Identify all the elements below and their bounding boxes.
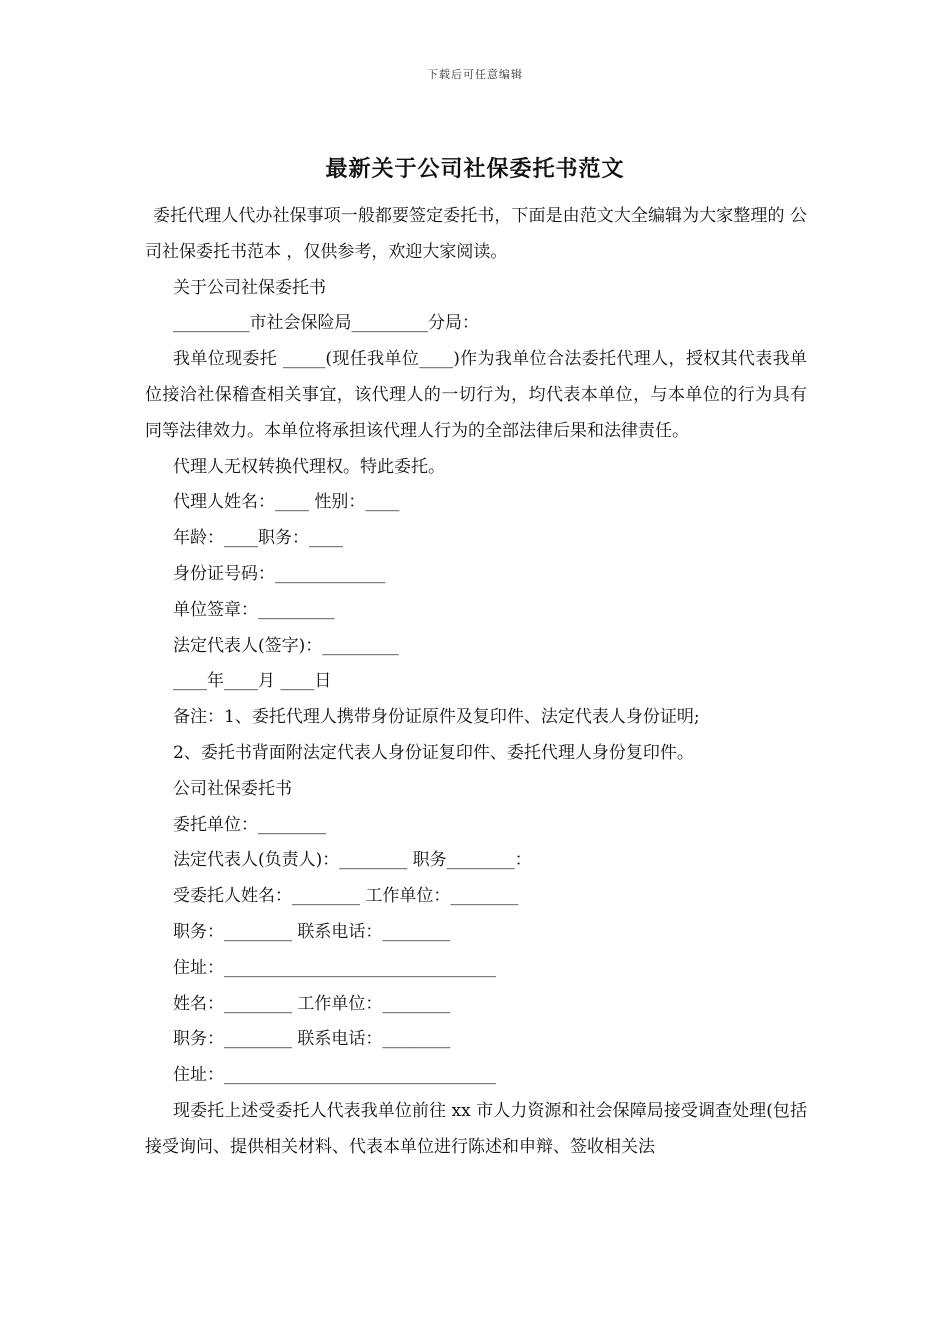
document-title: 最新关于公司社保委托书范文 [325, 156, 625, 182]
remark-line-1: 备注：1、委托代理人携带身份证原件及复印件、法定代表人身份证明; [173, 707, 700, 728]
unit-seal-field: 单位签章：_________ [173, 599, 335, 620]
second-address-field: 住址：________________________________ [173, 1065, 496, 1086]
second-position-phone-field: 职务：________ 联系电话：________ [173, 1029, 451, 1050]
legal-rep-signature-field: 法定代表人(签字)：_________ [173, 635, 399, 656]
authorization-paragraph: 我单位现委托 _____(现任我单位____)作为我单位合法委托代理人，授权其代表我单位接洽社保稽查相关事宜，该代理人的一切行为，均代表本单位，与本单位的行为具有同等法律效力。本单位将承担该代理人行为的全部法律后果和法律责任。 [145, 349, 807, 441]
section-heading-1: 关于公司社保委托书 [173, 277, 326, 298]
no-transfer-statement: 代理人无权转换代理权。特此委托。 [173, 456, 445, 477]
trustee-address-field: 住址：________________________________ [173, 957, 496, 978]
entrustment-paragraph: 现委托上述受委托人代表我单位前往 xx 市人力资源和社会保障局接受调查处理(包括接受询问、提供相关材料、代表本单位进行陈述和申辩、签收相关法 [145, 1100, 807, 1157]
entrusting-unit-field: 委托单位：________ [173, 814, 326, 835]
remark-line-2: 2、委托书背面附法定代表人身份证复印件、委托代理人身份复印件。 [173, 742, 694, 763]
section-heading-2: 公司社保委托书 [173, 778, 292, 799]
legal-rep-position-field: 法定代表人(负责人)：________ 职务________： [173, 850, 532, 871]
trustee-name-workplace-field: 受委托人姓名：________ 工作单位：________ [173, 886, 519, 907]
intro-paragraph: 委托代理人代办社保事项一般都要签定委托书，下面是由范文大全编辑为大家整理的 公司社保委托书范本 ，仅供参考，欢迎大家阅读。 [145, 206, 807, 262]
document-body [145, 199, 807, 1166]
agent-name-gender-field: 代理人姓名：____ 性别：____ [173, 492, 400, 513]
age-position-field: 年龄：____职务：____ [173, 528, 343, 549]
date-field: ____年____月 ____日 [173, 671, 332, 692]
addressee-line: _________市社会保险局_________分局： [173, 313, 479, 334]
trustee-position-phone-field: 职务：________ 联系电话：________ [173, 921, 451, 942]
second-name-workplace-field: 姓名：________ 工作单位：________ [173, 993, 451, 1014]
header-note: 下载后可任意编辑 [427, 68, 523, 81]
id-number-field: 身份证号码：_____________ [173, 563, 386, 584]
